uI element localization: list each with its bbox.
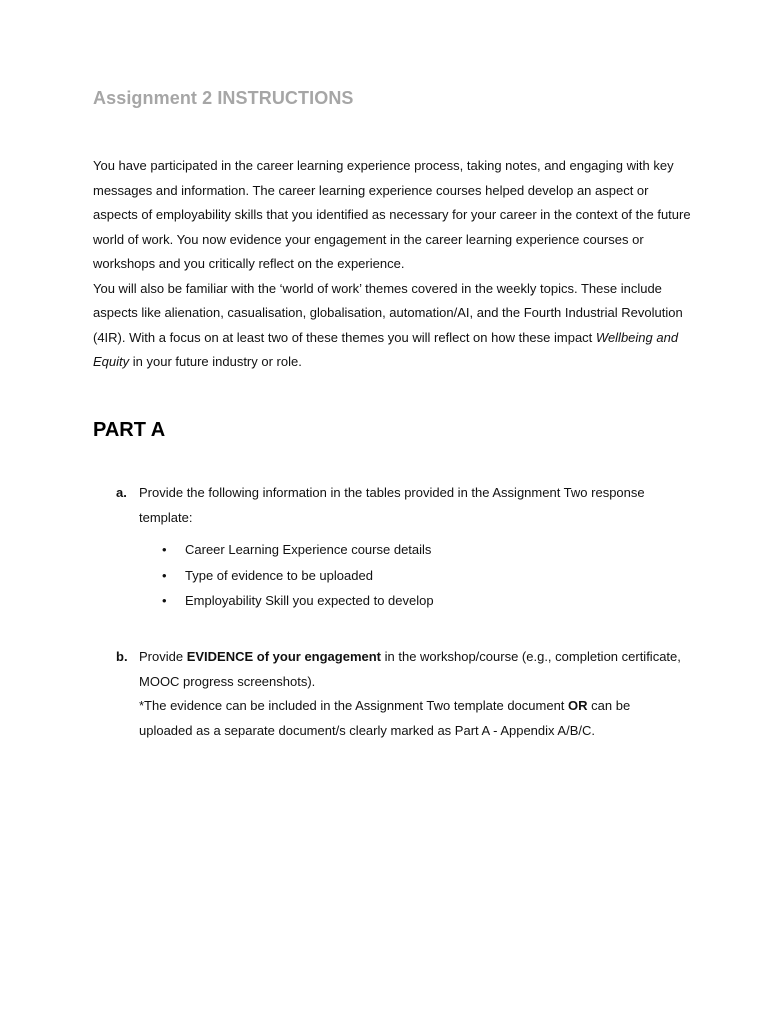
list-item-b-note (139, 694, 684, 743)
list-item-b-text (139, 645, 684, 694)
list-marker-a: a. (116, 485, 127, 500)
intro-paragraph-1: You have participated in the career learning experience process, taking notes, and engaging with key messages and information. The career learning experience courses helped develop an aspect or aspects of employability skills that you identified as necessary for your career in the context of the future world of work. You now evidence your engagement in the career learning experience courses or workshops and you critically reflect on the experience. (93, 158, 691, 271)
list-item-b-text-start: Provide (139, 649, 187, 664)
page-title: Assignment 2 INSTRUCTIONS (93, 88, 354, 108)
list-item-b-body (139, 645, 684, 743)
bullet-icon: • (162, 542, 167, 557)
list-marker-b: b. (116, 649, 128, 664)
intro-paragraph-2-text: You will also be familiar with the ‘world of work’ themes covered in the weekly topics. These include aspects like alienation, casualisation, globalisation, automation/AI, and the Fourth Industrial Revolution (4IR). With a focus on at least two of these themes you will reflect on how these impact (93, 280, 683, 345)
note-text-end: can be uploaded as a separate document/s clearly marked as Part A - Appendix A/B/C. (139, 698, 631, 738)
emphasis-or: OR (568, 698, 588, 713)
bullet-item-text: Employability Skill you expected to develop (185, 593, 434, 608)
note-text-start: *The evidence can be included in the Assignment Two template document (139, 698, 569, 713)
bullet-item (93, 563, 693, 589)
section-heading-part-a: PART A (93, 419, 166, 441)
bullet-icon: • (162, 593, 167, 608)
intro-section (93, 154, 693, 375)
bullet-icon: • (162, 567, 167, 583)
bullet-item-text: Type of evidence to be uploaded (185, 567, 373, 583)
intro-paragraph-2-ending: in your future industry or role. (129, 354, 302, 369)
bullet-item-text: Career Learning Experience course details (185, 542, 432, 557)
bullet-item (93, 537, 693, 563)
list-item-a-body (139, 481, 684, 530)
emphasis-evidence: EVIDENCE of your engagement (186, 649, 382, 664)
list-item-b-text-end: in the workshop/course (e.g., completion certificate, MOOC progress screenshots). (139, 649, 681, 689)
list-item-a-text: Provide the following information in the tables provided in the Assignment Two response template: (139, 485, 645, 525)
bullet-item (93, 588, 693, 614)
bullet-list (93, 537, 693, 614)
intro-paragraph-2 (93, 277, 693, 375)
emphasis-wellbeing-equity: Wellbeing and Equity (93, 329, 679, 369)
